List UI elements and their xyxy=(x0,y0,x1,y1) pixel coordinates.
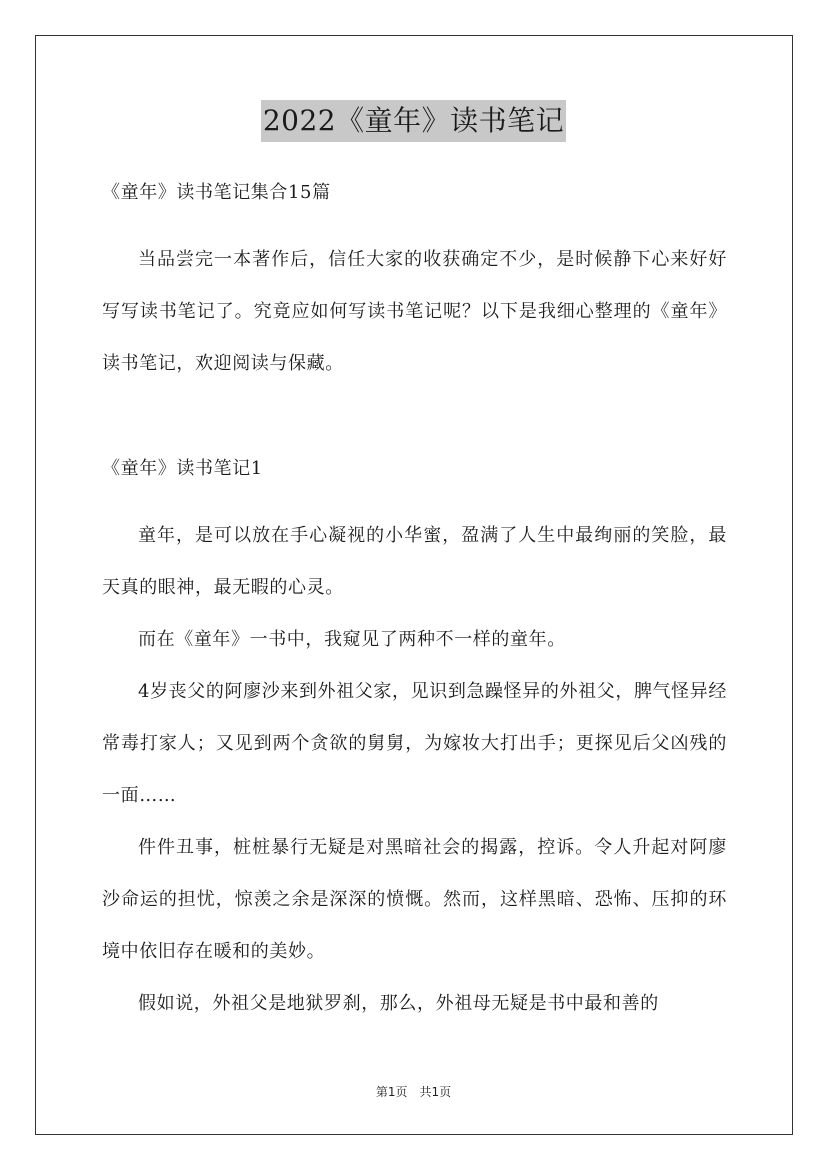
intro-heading: 《童年》读书笔记集合15篇 xyxy=(102,182,331,203)
body-paragraph: 童年，是可以放在手心凝视的小华蜜，盈满了人生中最绚丽的笑脸，最天真的眼神，最无暇的心灵。 xyxy=(102,525,727,598)
body-paragraph: 件件丑事，桩桩暴行无疑是对黑暗社会的揭露，控诉。令人升起对阿廖沙命运的担忧，惊羡之余是深深的愤慨。然而，这样黑暗、恐怖、压抑的环境中依旧存在暖和的美妙。 xyxy=(102,837,727,962)
section-heading: 《童年》读书笔记1 xyxy=(102,458,263,479)
body-paragraph: 4岁丧父的阿廖沙来到外祖父家，见识到急躁怪异的外祖父，脾气怪异经常毒打家人；又见到两个贪欲的舅舅，为嫁妆大打出手；更探见后父凶残的一面…… xyxy=(102,681,727,806)
body-paragraph: 而在《童年》一书中，我窥见了两种不一样的童年。 xyxy=(138,629,566,650)
page-footer xyxy=(0,1083,827,1100)
page-number: 第1页 共1页 xyxy=(375,1085,452,1099)
document-title: 2022《童年》读书笔记 xyxy=(261,100,566,142)
document-body xyxy=(102,178,727,1030)
document-title-block xyxy=(0,100,827,142)
body-paragraph: 假如说，外祖父是地狱罗刹，那么，外祖母无疑是书中最和善的 xyxy=(138,993,659,1014)
intro-paragraph: 当品尝完一本著作后，信任大家的收获确定不少，是时候静下心来好好写写读书笔记了。究竟应如何写读书笔记呢？以下是我细心整理的《童年》读书笔记，欢迎阅读与保藏。 xyxy=(102,249,727,374)
